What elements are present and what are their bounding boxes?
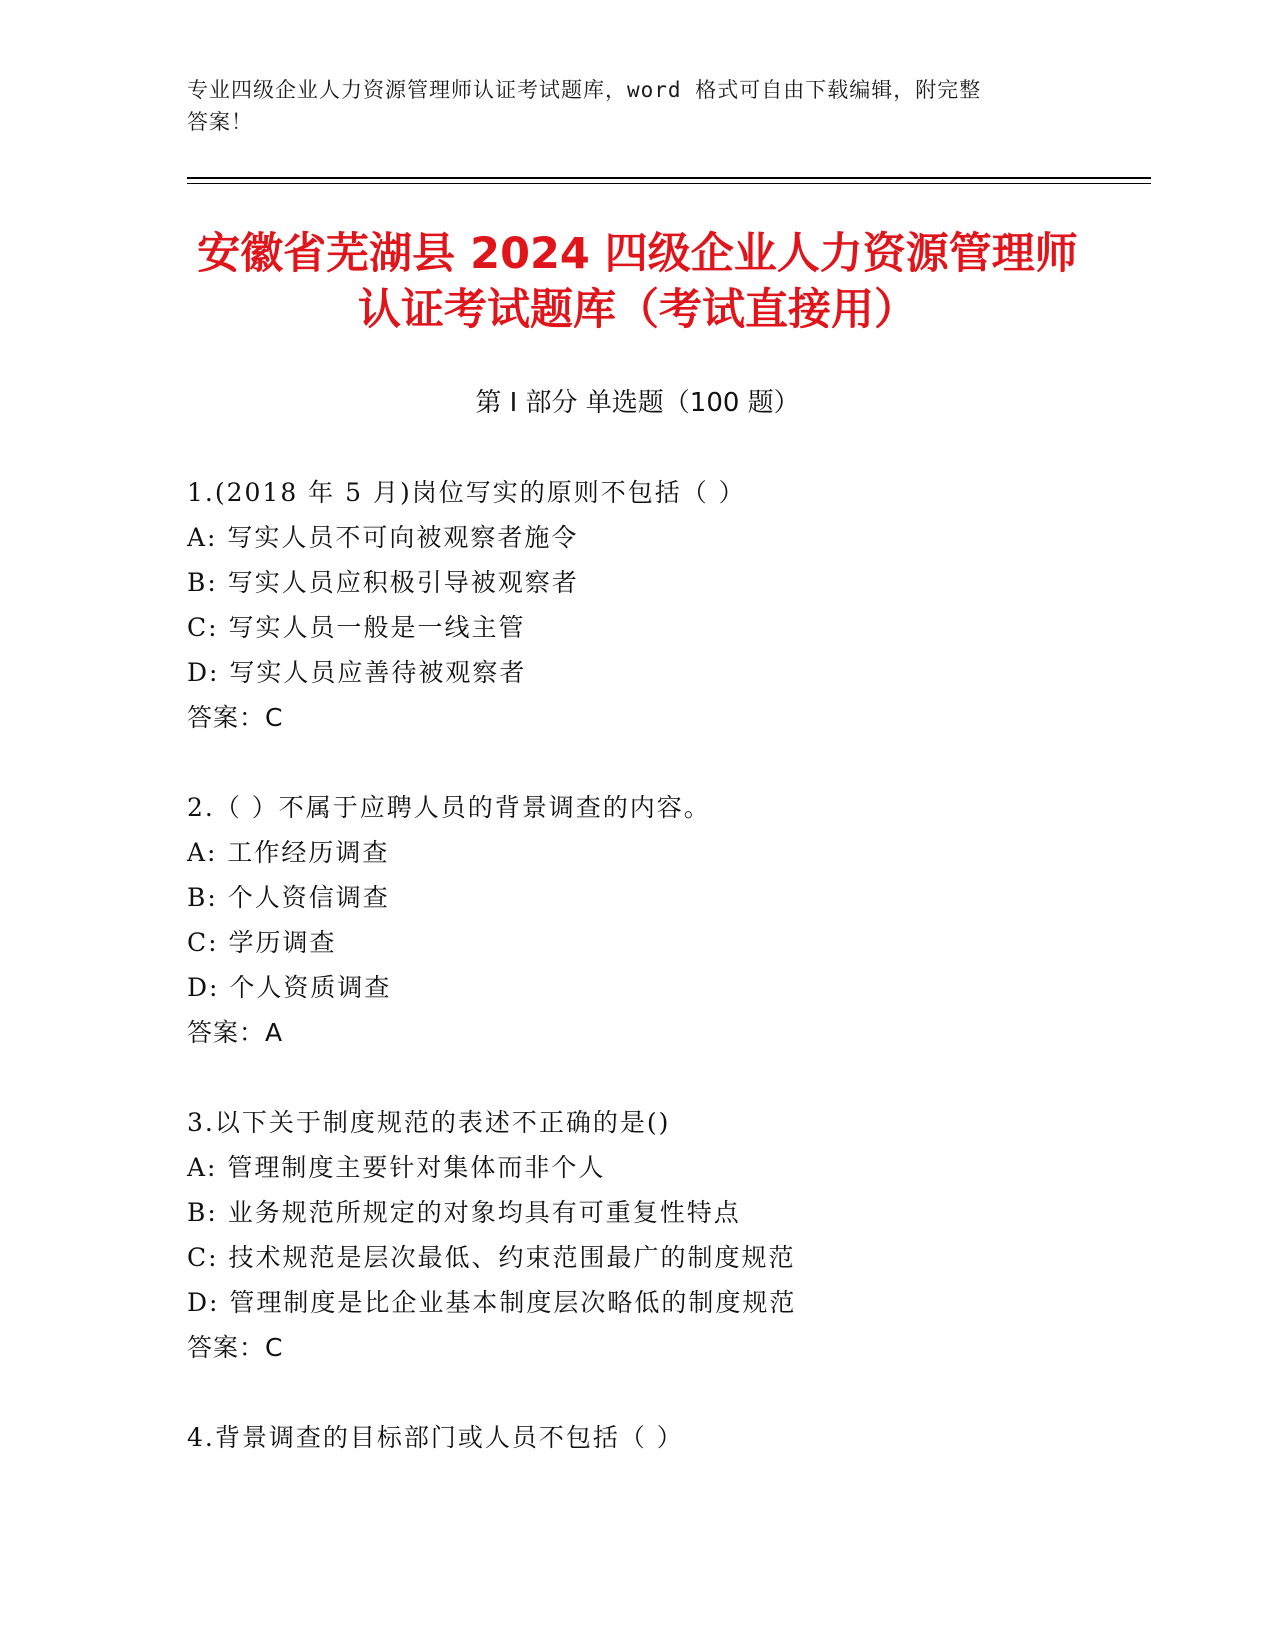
question-stem: 2.（ ）不属于应聘人员的背景调查的内容。 xyxy=(187,793,711,822)
header-note xyxy=(187,74,1067,138)
header-note-line-2: 答案！ xyxy=(187,110,253,134)
option-b: B: 个人资信调查 xyxy=(187,883,390,912)
section-heading: 第 I 部分 单选题（100 题） xyxy=(475,388,800,418)
option-a: A: 工作经历调查 xyxy=(187,838,390,867)
question-stem: 3.以下关于制度规范的表述不正确的是() xyxy=(187,1108,671,1137)
option-c: C: 写实人员一般是一线主管 xyxy=(187,613,526,642)
document-title-line-2: 认证考试题库（考试直接用） xyxy=(358,285,917,335)
answer: 答案：A xyxy=(187,1018,284,1047)
option-a: A: 写实人员不可向被观察者施令 xyxy=(187,523,579,552)
question-4 xyxy=(187,1415,1147,1460)
option-d: D: 管理制度是比企业基本制度层次略低的制度规范 xyxy=(187,1288,797,1317)
question-2 xyxy=(187,785,1147,1055)
option-d: D: 个人资质调查 xyxy=(187,973,392,1002)
question-list xyxy=(187,470,1147,1505)
option-a: A: 管理制度主要针对集体而非个人 xyxy=(187,1153,606,1182)
option-c: C: 学历调查 xyxy=(187,928,337,957)
question-3 xyxy=(187,1100,1147,1370)
document-title xyxy=(150,226,1125,338)
header-divider-thin xyxy=(187,183,1151,184)
question-1 xyxy=(187,470,1147,740)
question-stem: 4.背景调查的目标部门或人员不包括（ ） xyxy=(187,1423,684,1452)
question-stem: 1.(2018 年 5 月)岗位写实的原则不包括（ ） xyxy=(187,478,746,507)
option-b: B: 写实人员应积极引导被观察者 xyxy=(187,568,579,597)
option-b: B: 业务规范所规定的对象均具有可重复性特点 xyxy=(187,1198,741,1227)
header-note-line-1: 专业四级企业人力资源管理师认证考试题库，word 格式可自由下载编辑，附完整 xyxy=(187,78,982,102)
answer: 答案：C xyxy=(187,1333,284,1362)
document-title-line-1: 安徽省芜湖县 2024 四级企业人力资源管理师 xyxy=(197,229,1078,279)
option-c: C: 技术规范是层次最低、约束范围最广的制度规范 xyxy=(187,1243,796,1272)
header-divider-thick xyxy=(187,177,1151,179)
answer: 答案：C xyxy=(187,703,284,732)
option-d: D: 写实人员应善待被观察者 xyxy=(187,658,527,687)
